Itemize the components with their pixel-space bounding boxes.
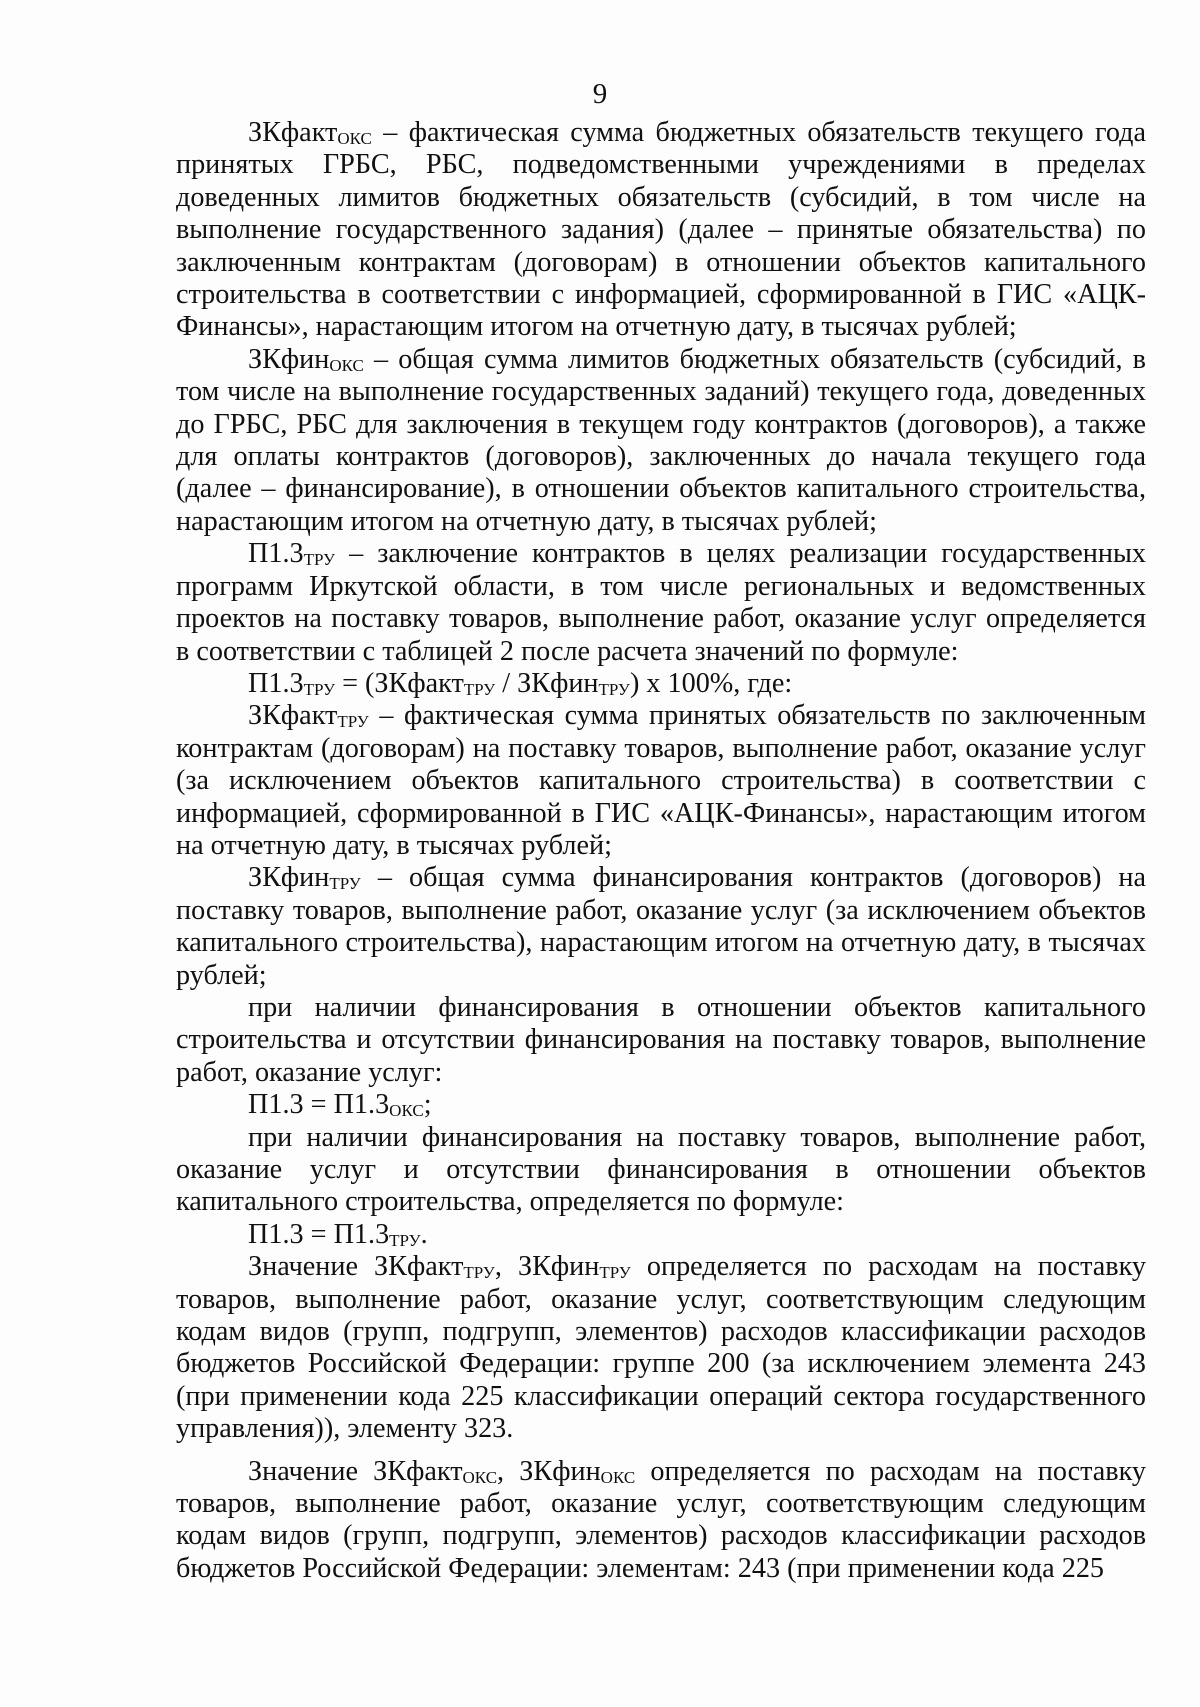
paragraph-formula-p13-tru <box>176 668 1146 700</box>
text-run: Значение ЗКфакт <box>248 1455 463 1487</box>
paragraph-zkfakt-oks <box>176 117 1146 344</box>
paragraph-formula-p13-tru-2 <box>176 1219 1146 1251</box>
text-run: – общая сумма лимитов бюджетных обязательств (субсидий, в том числе на выполнение государственных заданий) текущего года, доведенных до ГРБС, РБС для заключения в текущем году контрактов (договоров), а также для оплаты контрактов (договоров), заключенных до начала текущего года (далее – финансирование), в отношении объектов капитального строительства, нарастающим итогом на отчетную дату, в тысячах рублей; <box>176 343 1146 537</box>
subscript: ТРУ <box>329 874 361 894</box>
text-run: П1.3 <box>248 538 304 570</box>
subscript: ОКС <box>462 1467 498 1487</box>
subscript: ОКС <box>329 355 364 375</box>
subscript: ТРУ <box>463 1263 495 1283</box>
subscript: ТРУ <box>598 679 630 699</box>
text-run: / ЗКфин <box>495 667 599 699</box>
text-run: при наличии финансирования на поставку товаров, выполнение работ, оказание услуг и отсутствии финансирования в отношении объектов капитального строительства, определяется по формуле: <box>176 1121 1146 1218</box>
text-run: определяется по расходам на поставку товаров, выполнение работ, оказание услуг, соответствующим следующим кодам видов (групп, подгрупп, элементов) расходов классификации расходов бюджетов Российской Федерации: группе 200 (за исключением элемента 243 (при применении кода 225 классификации операций сектора государственного управления)), элементу 323. <box>176 1251 1146 1445</box>
subscript: ТРУ <box>463 679 496 699</box>
subscript: ТРУ <box>337 712 369 732</box>
subscript: ТРУ <box>599 1263 631 1283</box>
paragraph-zkfin-tru <box>176 862 1146 992</box>
paragraph-case-oks-only <box>176 992 1146 1089</box>
text-run: ЗКфин <box>248 862 330 894</box>
document-body <box>176 117 1146 1585</box>
text-run: при наличии финансирования в отношении объектов капитального строительства и отсутствии финансирования на поставку товаров, выполнение работ, оказание услуг: <box>176 991 1146 1088</box>
text-run: П1.3 = П1.3 <box>248 1218 390 1250</box>
subscript: ОКС <box>337 129 372 148</box>
text-run: – общая сумма финансирования контрактов (договоров) на поставку товаров, выполнение работ, оказание услуг (за исключением объектов капитального строительства), нарастающим итогом на отчетную дату, в тысячах рублей; <box>176 862 1146 991</box>
subscript: ТРУ <box>389 1230 421 1250</box>
text-run: ЗКфакт <box>248 117 338 148</box>
text-run: ; <box>423 1089 432 1121</box>
subscript: ТРУ <box>303 679 336 699</box>
paragraph-zkfin-oks <box>176 344 1146 538</box>
page-number: 9 <box>592 78 608 110</box>
paragraph-values-tru <box>176 1251 1146 1445</box>
text-run: Значение ЗКфакт <box>248 1251 464 1283</box>
paragraph-values-oks <box>176 1456 1146 1586</box>
text-run: – фактическая сумма принятых обязательств по заключенным контрактам (договорам) на поставку товаров, выполнение работ, оказание услуг (за исключением объектов капитального строительства) в соответствии с информацией, сформированной в ГИС «АЦК-Финансы», нарастающим итогом на отчетную дату, в тысячах рублей; <box>176 700 1146 861</box>
text-run: – фактическая сумма бюджетных обязательств текущего года принятых ГРБС, РБС, подведомственными учреждениями в пределах доведенных лимитов бюджетных обязательств (субсидий, в том числе на выполнение государственного задания) (далее – принятые обязательства) по заключенным контрактам (договорам) в отношении объектов капитального строительства в соответствии с информацией, сформированной в ГИС «АЦК-Финансы», нарастающим итогом на отчетную дату, в тысячах рублей; <box>176 117 1146 343</box>
paragraph-zkfakt-tru <box>176 700 1146 862</box>
paragraph-p13-tru-def <box>176 538 1146 668</box>
text-run: – заключение контрактов в целях реализации государственных программ Иркутской области, в том числе региональных и ведомственных проектов на поставку товаров, выполнение работ, оказание услуг определяется в соответствии с таблицей 2 после расчета значений по формуле: <box>176 538 1146 667</box>
text-run: определяется по расходам на поставку товаров, выполнение работ, оказание услуг, соответствующим следующим кодам видов (групп, подгрупп, элементов) расходов классификации расходов бюджетов Российской Федерации: элементам: 243 (при применении кода 225 <box>176 1455 1147 1584</box>
text-run: П1.3 = П1.3 <box>248 1089 390 1121</box>
paragraph-case-tru-only <box>176 1122 1146 1219</box>
text-run: . <box>420 1218 428 1250</box>
text-run: ЗКфакт <box>248 700 338 732</box>
text-run: , ЗКфин <box>494 1251 600 1283</box>
text-run: ЗКфин <box>248 343 330 375</box>
text-run: = (ЗКфакт <box>335 667 464 699</box>
text-run: , ЗКфин <box>497 1455 601 1487</box>
subscript: ОКС <box>600 1467 636 1487</box>
text-run: ) х 100%, где: <box>629 667 793 699</box>
subscript: ОКС <box>389 1101 424 1121</box>
text-run: П1.3 <box>248 667 304 699</box>
subscript: ТРУ <box>303 550 336 570</box>
paragraph-formula-p13-oks <box>176 1089 1146 1121</box>
